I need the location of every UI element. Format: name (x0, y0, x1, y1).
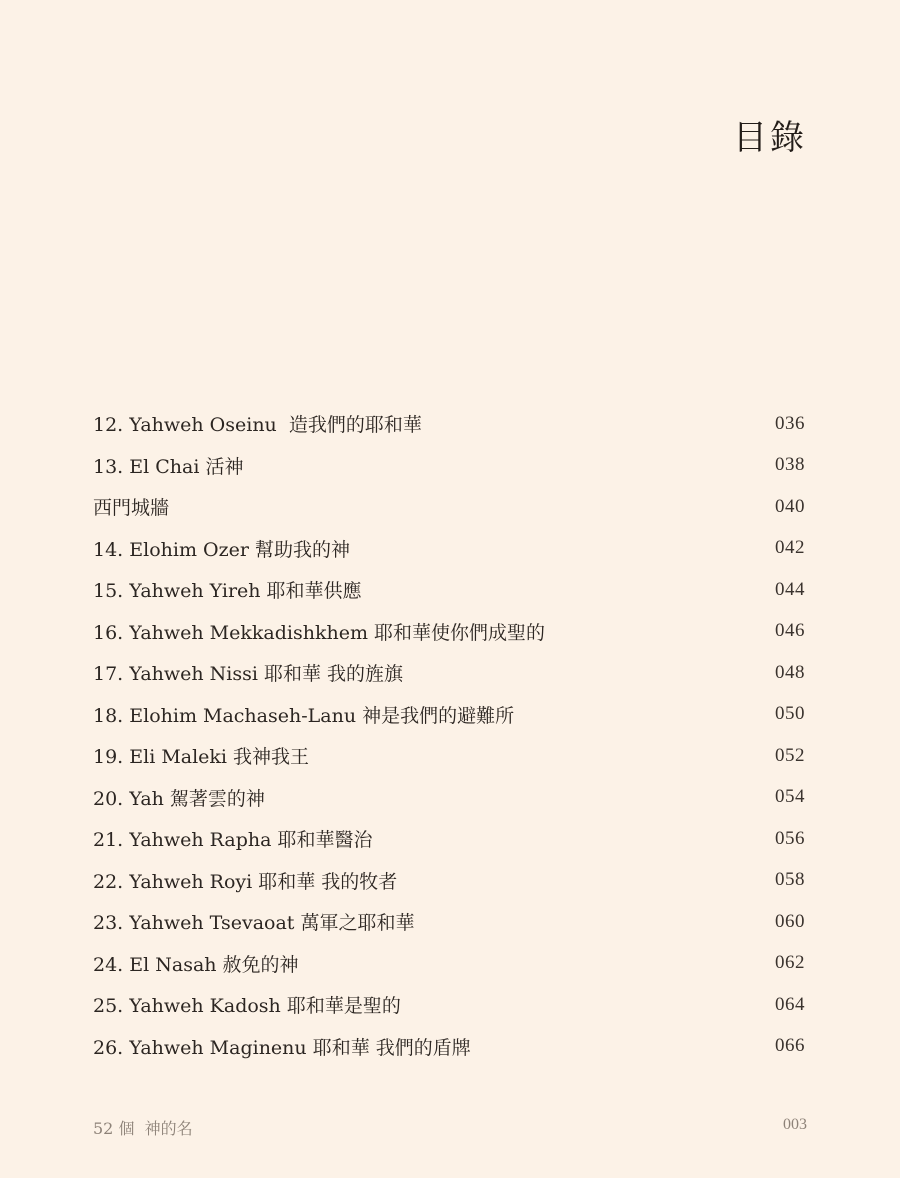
toc-entry-title: 26. Yahweh Maginenu 耶和華 我們的盾牌 (93, 1036, 471, 1059)
page-title: 目錄 (733, 118, 807, 158)
toc-entry-title: 19. Eli Maleki 我神我王 (93, 746, 310, 769)
toc-entry[interactable] (93, 901, 805, 943)
toc-entry-title: 25. Yahweh Kadosh 耶和華是聖的 (93, 995, 401, 1018)
toc-entry-page: 040 (775, 495, 805, 517)
toc-entry-page: 058 (775, 869, 805, 891)
toc-entry-page: 054 (775, 786, 805, 808)
footer-page-number: 003 (783, 1116, 807, 1133)
toc-entry[interactable] (93, 694, 805, 736)
table-of-contents (93, 403, 805, 1067)
toc-entry-title: 13. El Chai 活神 (93, 455, 244, 478)
toc-entry[interactable] (93, 860, 805, 902)
toc-entry-page: 046 (775, 620, 805, 642)
toc-entry-page: 044 (775, 578, 805, 600)
toc-entry-page: 048 (775, 661, 805, 683)
toc-entry-page: 064 (775, 993, 805, 1015)
toc-entry-title: 23. Yahweh Tsevaoat 萬軍之耶和華 (93, 912, 415, 935)
toc-entry[interactable] (93, 735, 805, 777)
toc-entry-title: 西門城牆 (93, 497, 170, 520)
toc-entry-title: 21. Yahweh Rapha 耶和華醫治 (93, 829, 373, 852)
toc-entry[interactable] (93, 943, 805, 985)
toc-entry-title: 17. Yahweh Nissi 耶和華 我的旌旗 (93, 663, 404, 686)
toc-entry-title: 14. Elohim Ozer 幫助我的神 (93, 538, 350, 561)
toc-entry-title: 24. El Nasah 赦免的神 (93, 953, 299, 976)
toc-entry[interactable] (93, 984, 805, 1026)
toc-entry-page: 060 (775, 910, 805, 932)
toc-entry-title: 20. Yah 駕著雲的神 (93, 787, 265, 810)
toc-entry[interactable] (93, 528, 805, 570)
toc-entry[interactable] (93, 569, 805, 611)
footer-book-title: 52 個 神的名 (93, 1119, 193, 1138)
toc-entry-page: 038 (775, 454, 805, 476)
toc-entry-title: 22. Yahweh Royi 耶和華 我的牧者 (93, 870, 398, 893)
toc-entry-title: 18. Elohim Machaseh-Lanu 神是我們的避難所 (93, 704, 515, 727)
toc-entry-title: 16. Yahweh Mekkadishkhem 耶和華使你們成聖的 (93, 621, 546, 644)
toc-entry-title: 15. Yahweh Yireh 耶和華供應 (93, 580, 362, 603)
toc-entry[interactable] (93, 403, 805, 445)
toc-entry-page: 066 (775, 1035, 805, 1057)
toc-entry-page: 036 (775, 412, 805, 434)
toc-entry[interactable] (93, 777, 805, 819)
toc-entry[interactable] (93, 652, 805, 694)
toc-entry[interactable] (93, 818, 805, 860)
toc-entry-page: 050 (775, 703, 805, 725)
toc-entry[interactable] (93, 611, 805, 653)
toc-entry[interactable] (93, 486, 805, 528)
toc-entry[interactable] (93, 1026, 805, 1068)
toc-entry[interactable] (93, 445, 805, 487)
toc-entry-title: 12. Yahweh Oseinu 造我們的耶和華 (93, 414, 422, 437)
toc-entry-page: 042 (775, 537, 805, 559)
toc-entry-page: 062 (775, 952, 805, 974)
toc-entry-page: 052 (775, 744, 805, 766)
toc-entry-page: 056 (775, 827, 805, 849)
